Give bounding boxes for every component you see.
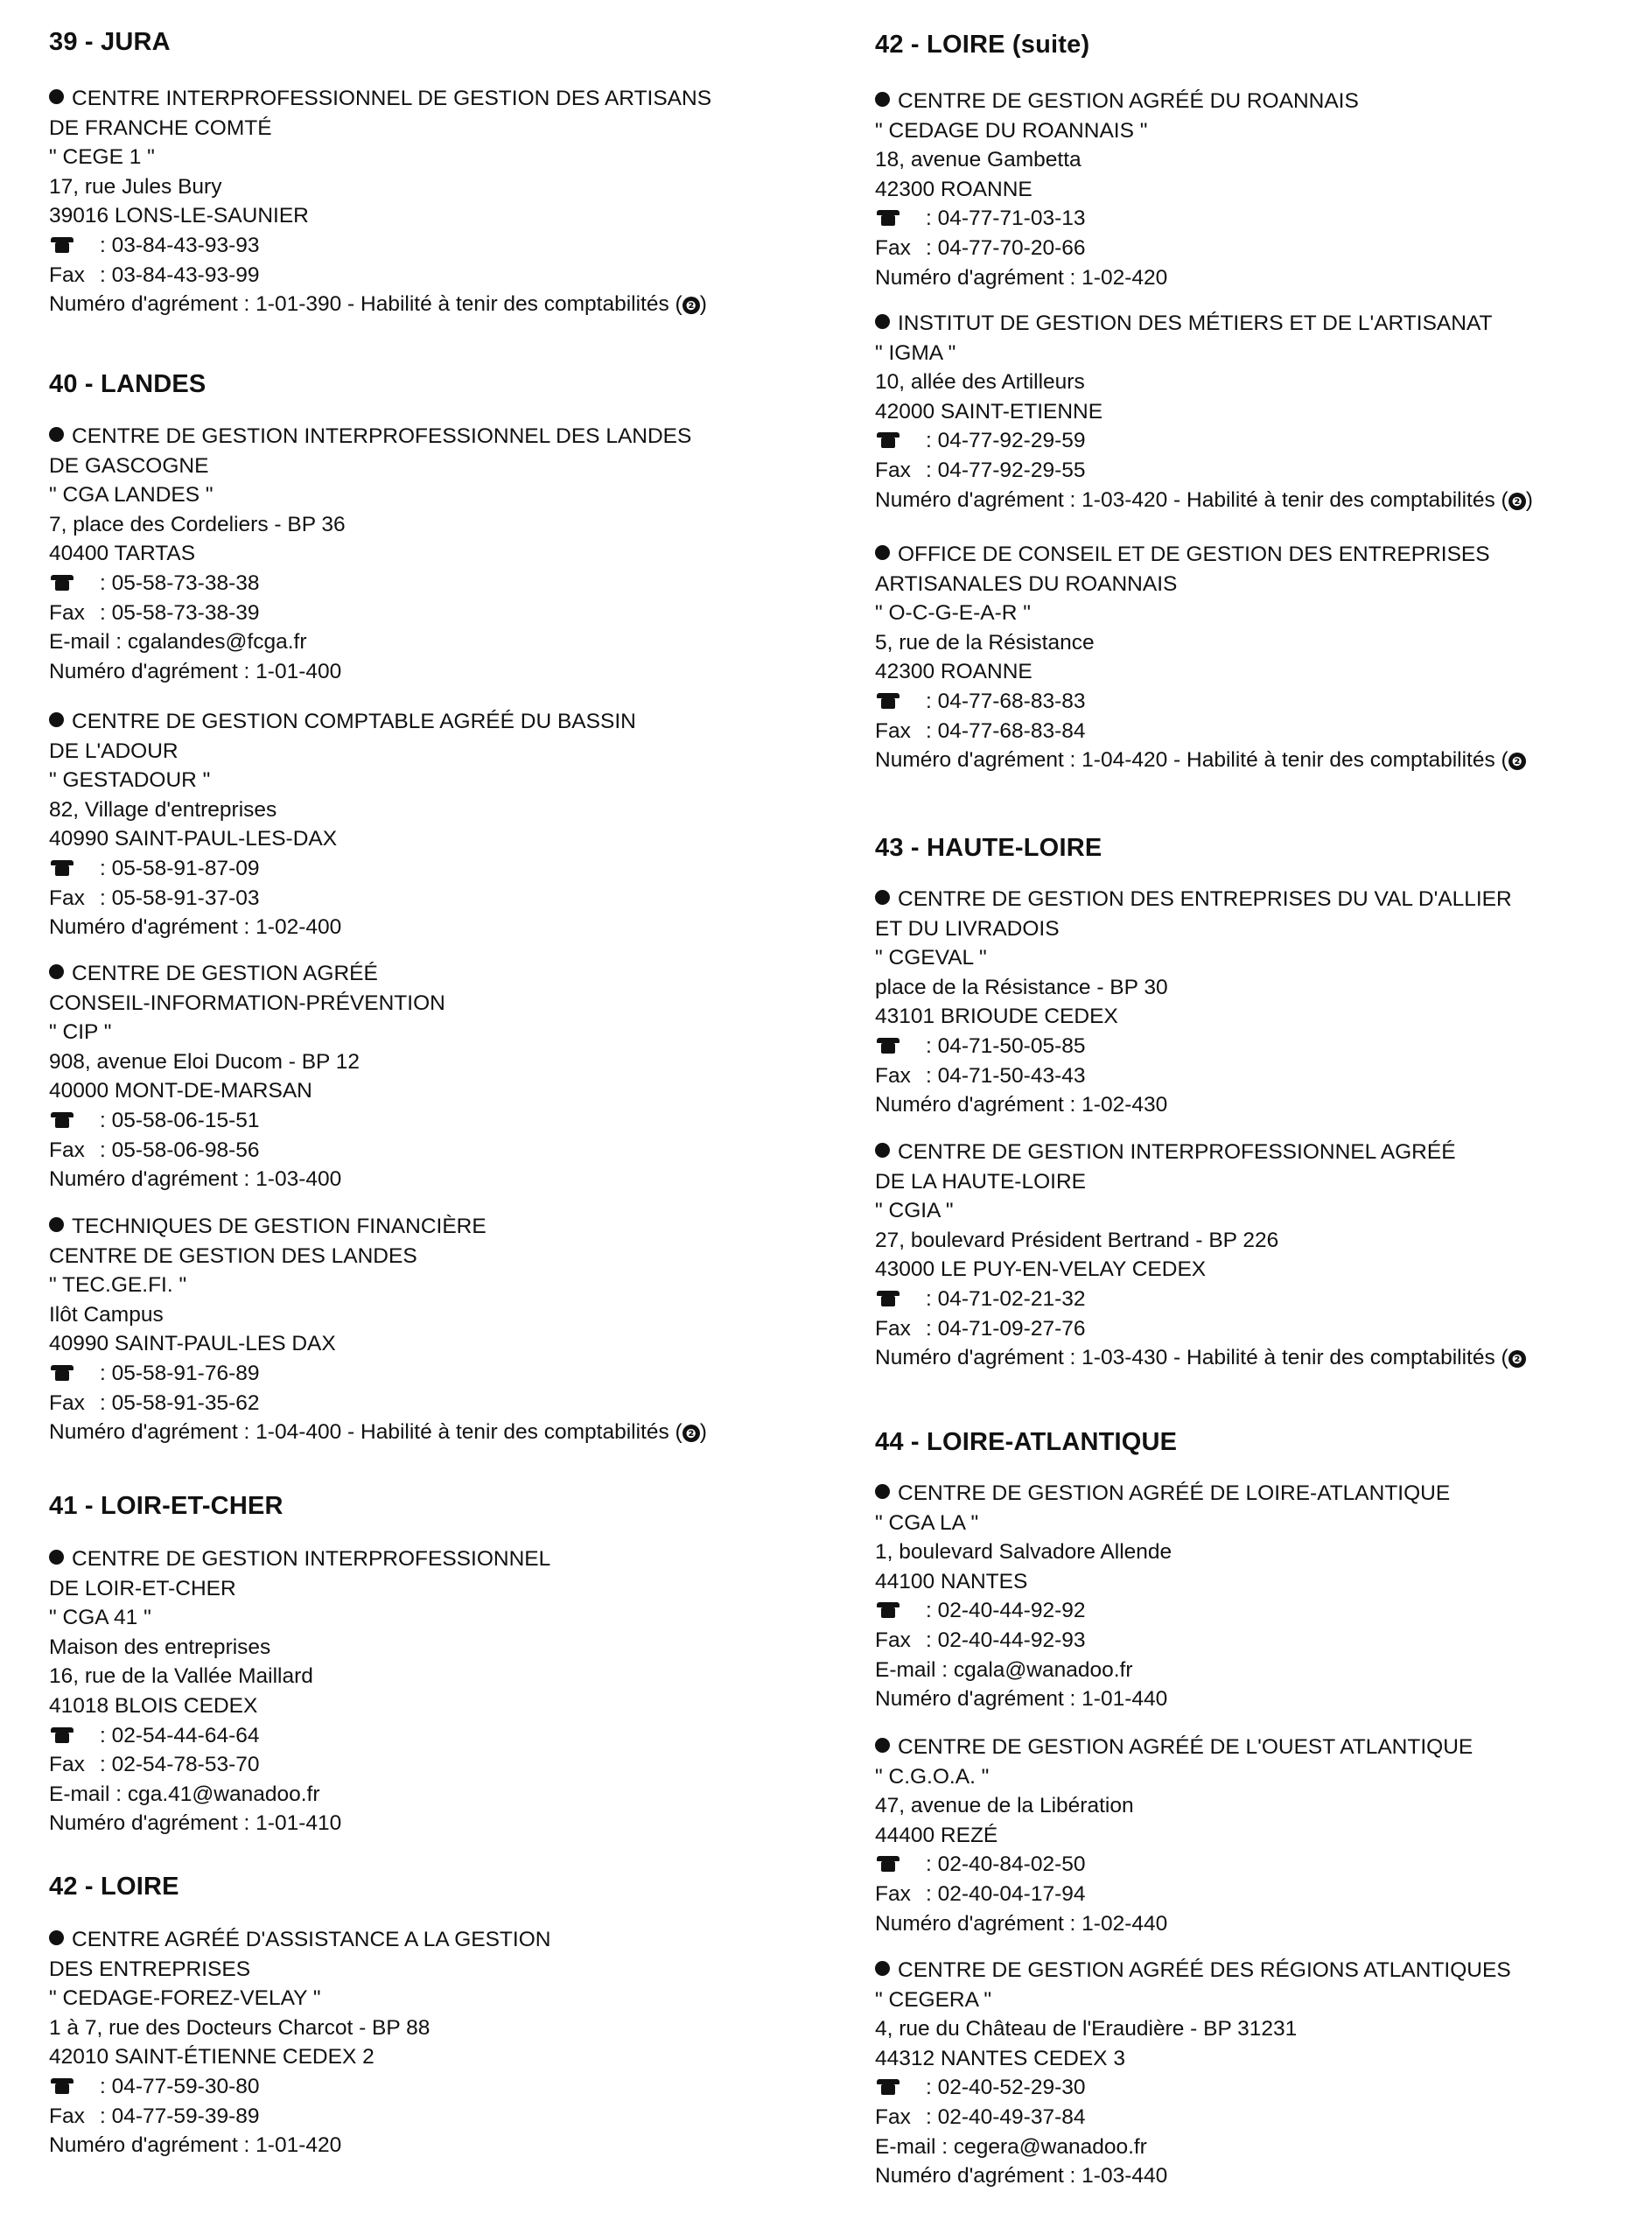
center-entry	[49, 707, 636, 942]
department-title: 42 - LOIRE	[49, 1873, 179, 1901]
fax-line	[49, 1750, 550, 1780]
agrement-number: Numéro d'agrément : 1-02-430	[875, 1093, 1168, 1117]
department-title: 39 - JURA	[49, 28, 171, 56]
fax-label: Fax	[49, 263, 85, 287]
phone-line	[875, 1285, 1526, 1314]
center-name-cont: CONSEIL-INFORMATION-PRÉVENTION	[49, 991, 445, 1015]
bullet-icon	[49, 1217, 64, 1232]
center-entry	[875, 87, 1359, 292]
center-acronym: " CEDAGE-FOREZ-VELAY "	[49, 1986, 321, 2011]
center-name-cont: CENTRE DE GESTION DES LANDES	[49, 1243, 417, 1268]
center-city: 42000 SAINT-ETIENNE	[875, 399, 1103, 424]
phone-line	[49, 1106, 445, 1136]
center-name: CENTRE DE GESTION INTERPROFESSIONNEL AGRÉÉ	[875, 1138, 1526, 1167]
phone-line	[49, 1359, 707, 1389]
agrement-number: Numéro d'agrément : 1-01-390 - Habilité à tenir des comptabilités ( ❷ )	[49, 292, 707, 317]
bullet-icon	[49, 1550, 64, 1565]
center-city: 43101 BRIOUDE CEDEX	[875, 1005, 1118, 1029]
center-name: CENTRE DE GESTION INTERPROFESSIONNEL DES LANDES	[49, 422, 691, 452]
fax-line	[875, 1314, 1526, 1344]
telephone-icon	[877, 2079, 900, 2095]
habilitation-icon: ❷	[1508, 1350, 1526, 1368]
center-city: 43000 LE PUY-EN-VELAY CEDEX	[875, 1257, 1207, 1282]
center-address: 1, boulevard Salvadore Allende	[875, 1540, 1172, 1565]
fax-label: Fax	[49, 1138, 85, 1162]
phone-line	[49, 1721, 550, 1751]
center-city: 42300 ROANNE	[875, 660, 1032, 684]
center-acronym: " IGMA "	[875, 340, 956, 365]
agrement-number: Numéro d'agrément : 1-03-440	[875, 2164, 1168, 2188]
phone-line	[875, 1032, 1512, 1061]
email-link[interactable]: E-mail : cegera@wanadoo.fr	[875, 2134, 1147, 2159]
agrement-number: Numéro d'agrément : 1-01-410	[49, 1811, 342, 1836]
telephone-icon	[877, 432, 900, 448]
center-entry	[875, 1733, 1473, 1938]
center-entry	[875, 1956, 1511, 2191]
center-name-cont: DE LOIR-ET-CHER	[49, 1576, 236, 1600]
center-name: CENTRE DE GESTION INTERPROFESSIONNEL	[49, 1544, 550, 1574]
fax-line	[875, 456, 1533, 486]
fax-number: : 04-77-68-83-84	[926, 718, 1086, 743]
center-address: 82, Village d'entreprises	[49, 797, 277, 822]
telephone-icon	[877, 1038, 900, 1054]
center-city: 41018 BLOIS CEDEX	[49, 1693, 258, 1718]
center-name: CENTRE DE GESTION AGRÉÉ DE LOIRE-ATLANTIQUE	[875, 1479, 1450, 1509]
fax-label: Fax	[875, 1316, 911, 1341]
center-city: 44312 NANTES CEDEX 3	[875, 2046, 1125, 2070]
phone-line	[875, 204, 1359, 234]
center-name: CENTRE DE GESTION AGRÉÉ DES RÉGIONS ATLANTIQUES	[875, 1956, 1511, 1985]
bullet-icon	[875, 92, 890, 107]
center-address: 5, rue de la Résistance	[875, 630, 1095, 655]
telephone-icon	[51, 1727, 74, 1743]
center-acronym: " CGIA "	[875, 1199, 954, 1223]
phone-number: : 04-71-02-21-32	[926, 1286, 1086, 1311]
phone-number: : 04-71-50-05-85	[926, 1033, 1086, 1058]
center-name-cont: DES ENTREPRISES	[49, 1957, 251, 1981]
fax-label: Fax	[49, 600, 85, 625]
fax-line	[875, 234, 1359, 263]
fax-label: Fax	[875, 458, 911, 482]
habilitation-icon: ❷	[682, 297, 700, 314]
center-address: Ilôt Campus	[49, 1302, 164, 1327]
bullet-icon	[49, 712, 64, 727]
phone-line	[875, 2073, 1511, 2103]
agrement-number: Numéro d'agrément : 1-02-420	[875, 265, 1168, 290]
center-entry	[875, 1479, 1450, 1714]
fax-label: Fax	[875, 1628, 911, 1652]
fax-number: : 04-77-70-20-66	[926, 235, 1086, 260]
center-address: 47, avenue de la Libération	[875, 1794, 1134, 1818]
center-name: CENTRE AGRÉÉ D'ASSISTANCE A LA GESTION	[49, 1925, 550, 1955]
phone-line	[49, 231, 711, 261]
center-acronym: " CEGERA "	[875, 1987, 992, 2012]
center-city: 40990 SAINT-PAUL-LES-DAX	[49, 827, 338, 851]
agrement-number: Numéro d'agrément : 1-02-440	[875, 1911, 1168, 1936]
fax-label: Fax	[875, 235, 911, 260]
center-address: place de la Résistance - BP 30	[875, 975, 1168, 999]
fax-number: : 05-58-91-37-03	[100, 886, 260, 910]
bullet-icon	[49, 427, 64, 442]
fax-label: Fax	[875, 1063, 911, 1088]
phone-number: : 02-40-84-02-50	[926, 1852, 1086, 1877]
center-entry	[49, 1544, 550, 1838]
department-title: 44 - LOIRE-ATLANTIQUE	[875, 1428, 1178, 1456]
center-acronym: " CGA 41 "	[49, 1606, 151, 1630]
agrement-number: Numéro d'agrément : 1-01-420	[49, 2133, 342, 2158]
phone-line	[875, 1596, 1450, 1626]
fax-line	[49, 884, 636, 914]
phone-number: : 02-54-44-64-64	[100, 1723, 260, 1747]
agrement-number: Numéro d'agrément : 1-04-400 - Habilité à tenir des comptabilités ( ❷ )	[49, 1420, 707, 1445]
fax-label: Fax	[875, 2104, 911, 2129]
center-acronym: " CGEVAL "	[875, 946, 987, 970]
email-link[interactable]: E-mail : cgalandes@fcga.fr	[49, 630, 307, 655]
center-name: CENTRE DE GESTION AGRÉÉ	[49, 959, 445, 989]
telephone-icon	[877, 1856, 900, 1872]
center-entry	[49, 422, 691, 686]
center-city: 42300 ROANNE	[875, 177, 1032, 201]
fax-number: : 02-40-04-17-94	[926, 1881, 1086, 1906]
telephone-icon	[51, 1112, 74, 1128]
fax-line	[49, 1136, 445, 1166]
phone-number: : 02-40-44-92-92	[926, 1599, 1086, 1623]
center-address: 18, avenue Gambetta	[875, 148, 1082, 172]
center-entry	[875, 1138, 1526, 1373]
fax-line	[875, 1880, 1473, 1909]
bullet-icon	[875, 1961, 890, 1976]
phone-number: : 05-58-91-76-89	[100, 1361, 260, 1385]
bullet-icon	[875, 314, 890, 329]
center-acronym: " CEGE 1 "	[49, 145, 155, 170]
fax-number: : 04-71-50-43-43	[926, 1063, 1086, 1088]
center-entry	[875, 309, 1533, 515]
department-title: 41 - LOIR-ET-CHER	[49, 1492, 284, 1520]
fax-line	[49, 599, 691, 628]
center-name: CENTRE DE GESTION COMPTABLE AGRÉÉ DU BASSIN	[49, 707, 636, 737]
telephone-icon	[51, 575, 74, 591]
agrement-number: Numéro d'agrément : 1-04-420 - Habilité à tenir des comptabilités ( ❷	[875, 746, 1526, 775]
center-entry	[875, 885, 1512, 1120]
telephone-icon	[877, 693, 900, 709]
center-acronym: " O-C-G-E-A-R "	[875, 601, 1031, 626]
fax-label: Fax	[875, 1881, 911, 1906]
phone-line	[49, 2072, 550, 2102]
agrement-number: Numéro d'agrément : 1-01-400	[49, 659, 342, 683]
center-address: 27, boulevard Président Bertrand - BP 226	[875, 1228, 1279, 1252]
center-address: 10, allée des Artilleurs	[875, 370, 1085, 395]
center-name-cont: ARTISANALES DU ROANNAIS	[875, 571, 1178, 596]
center-name-cont: DE FRANCHE COMTÉ	[49, 116, 272, 140]
phone-number: : 05-58-06-15-51	[100, 1108, 260, 1132]
center-city: 40400 TARTAS	[49, 542, 196, 566]
fax-line	[875, 717, 1526, 746]
fax-number: : 02-54-78-53-70	[100, 1753, 260, 1777]
phone-number: : 04-77-59-30-80	[100, 2074, 260, 2098]
center-address: 7, place des Cordeliers - BP 36	[49, 512, 346, 536]
center-name: CENTRE INTERPROFESSIONNEL DE GESTION DES ARTISANS	[49, 84, 711, 114]
center-address: 1 à 7, rue des Docteurs Charcot - BP 88	[49, 2015, 430, 2040]
habilitation-icon: ❷	[1508, 493, 1526, 510]
phone-number: : 02-40-52-29-30	[926, 2076, 1086, 2100]
center-city: 40990 SAINT-PAUL-LES DAX	[49, 1332, 336, 1356]
center-acronym: " CIP "	[49, 1020, 112, 1045]
agrement-number: Numéro d'agrément : 1-03-420 - Habilité à tenir des comptabilités ( ❷ )	[875, 487, 1533, 512]
agrement-number: Numéro d'agrément : 1-02-400	[49, 915, 342, 940]
department-title: 43 - HAUTE-LOIRE	[875, 834, 1102, 862]
phone-number: : 05-58-91-87-09	[100, 856, 260, 880]
center-acronym: " TEC.GE.FI. "	[49, 1273, 187, 1298]
fax-line	[875, 1626, 1450, 1656]
center-name: CENTRE DE GESTION AGRÉÉ DE L'OUEST ATLANTIQUE	[875, 1733, 1473, 1762]
telephone-icon	[51, 237, 74, 253]
department-title: 40 - LANDES	[49, 370, 206, 398]
fax-number: : 02-40-44-92-93	[926, 1628, 1086, 1652]
fax-number: : 04-77-59-39-89	[100, 2104, 260, 2128]
fax-label: Fax	[49, 1390, 85, 1415]
fax-line	[49, 1389, 707, 1418]
fax-label: Fax	[49, 2104, 85, 2128]
center-name: CENTRE DE GESTION DES ENTREPRISES DU VAL D'ALLIER	[875, 885, 1512, 914]
fax-line	[875, 1061, 1512, 1091]
bullet-icon	[49, 89, 64, 104]
center-acronym: " C.G.O.A. "	[875, 1764, 990, 1789]
phone-number: : 05-58-73-38-38	[100, 571, 260, 595]
agrement-number: Numéro d'agrément : 1-03-430 - Habilité à tenir des comptabilités ( ❷	[875, 1343, 1526, 1373]
fax-number: : 04-71-09-27-76	[926, 1316, 1086, 1341]
fax-number: : 03-84-43-93-99	[100, 263, 260, 287]
fax-label: Fax	[49, 1753, 85, 1777]
center-entry	[49, 1925, 550, 2160]
email-link[interactable]: E-mail : cgala@wanadoo.fr	[875, 1657, 1133, 1682]
center-acronym: " GESTADOUR "	[49, 768, 211, 793]
fax-line	[875, 2103, 1511, 2132]
center-name-cont: ET DU LIVRADOIS	[875, 916, 1060, 941]
center-acronym: " CGA LA "	[875, 1510, 979, 1535]
center-name: OFFICE DE CONSEIL ET DE GESTION DES ENTREPRISES	[875, 540, 1526, 570]
phone-number: : 04-77-71-03-13	[926, 207, 1086, 231]
habilitation-icon: ❷	[682, 1425, 700, 1442]
telephone-icon	[51, 2078, 74, 2094]
telephone-icon	[877, 210, 900, 226]
center-city: 42010 SAINT-ÉTIENNE CEDEX 2	[49, 2045, 374, 2069]
center-name-cont: DE GASCOGNE	[49, 453, 209, 478]
bullet-icon	[49, 964, 64, 979]
phone-number: : 03-84-43-93-93	[100, 233, 260, 257]
phone-line	[49, 569, 691, 599]
fax-label: Fax	[875, 718, 911, 743]
bullet-icon	[49, 1930, 64, 1945]
center-entry	[49, 1212, 707, 1447]
phone-number: : 04-77-68-83-83	[926, 689, 1086, 713]
center-acronym: " CEDAGE DU ROANNAIS "	[875, 118, 1148, 143]
center-name: INSTITUT DE GESTION DES MÉTIERS ET DE L'ARTISANAT	[875, 309, 1533, 339]
center-name: CENTRE DE GESTION AGRÉÉ DU ROANNAIS	[875, 87, 1359, 116]
center-name-cont: DE LA HAUTE-LOIRE	[875, 1169, 1086, 1194]
fax-number: : 02-40-49-37-84	[926, 2104, 1086, 2129]
center-address: 4, rue du Château de l'Eraudière - BP 31231	[875, 2017, 1298, 2041]
email-link[interactable]: E-mail : cga.41@wanadoo.fr	[49, 1782, 320, 1806]
agrement-number: Numéro d'agrément : 1-01-440	[875, 1687, 1168, 1712]
fax-number: : 05-58-91-35-62	[100, 1390, 260, 1415]
fax-number: : 04-77-92-29-55	[926, 458, 1086, 482]
phone-line	[49, 854, 636, 884]
center-address: 908, avenue Eloi Ducom - BP 12	[49, 1049, 360, 1074]
agrement-number: Numéro d'agrément : 1-03-400	[49, 1167, 342, 1192]
center-city: 44100 NANTES	[875, 1569, 1028, 1593]
fax-number: : 05-58-06-98-56	[100, 1138, 260, 1162]
fax-line	[49, 2102, 550, 2132]
phone-number: : 04-77-92-29-59	[926, 429, 1086, 453]
center-address: Maison des entreprises	[49, 1635, 271, 1659]
center-city: 40000 MONT-DE-MARSAN	[49, 1079, 312, 1103]
fax-number: : 05-58-73-38-39	[100, 600, 260, 625]
bullet-icon	[875, 1143, 890, 1158]
fax-line	[49, 261, 711, 291]
center-address: 17, rue Jules Bury	[49, 174, 222, 199]
telephone-icon	[51, 1365, 74, 1381]
bullet-icon	[875, 1484, 890, 1499]
center-city: 44400 REZÉ	[875, 1823, 998, 1847]
phone-line	[875, 687, 1526, 717]
center-name-cont: DE L'ADOUR	[49, 739, 178, 763]
telephone-icon	[877, 1602, 900, 1618]
habilitation-icon: ❷	[1508, 753, 1526, 770]
center-entry	[49, 84, 711, 319]
center-entry	[875, 540, 1526, 775]
center-acronym: " CGA LANDES "	[49, 483, 214, 508]
phone-line	[875, 1850, 1473, 1880]
telephone-icon	[877, 1291, 900, 1306]
telephone-icon	[51, 860, 74, 876]
bullet-icon	[875, 545, 890, 560]
bullet-icon	[875, 1738, 890, 1753]
department-title: 42 - LOIRE (suite)	[875, 31, 1090, 59]
center-city: 39016 LONS-LE-SAUNIER	[49, 204, 309, 228]
phone-line	[875, 426, 1533, 456]
center-entry	[49, 959, 445, 1194]
fax-label: Fax	[49, 886, 85, 910]
center-name: TECHNIQUES DE GESTION FINANCIÈRE	[49, 1212, 707, 1242]
center-address: 16, rue de la Vallée Maillard	[49, 1664, 313, 1689]
bullet-icon	[875, 890, 890, 905]
